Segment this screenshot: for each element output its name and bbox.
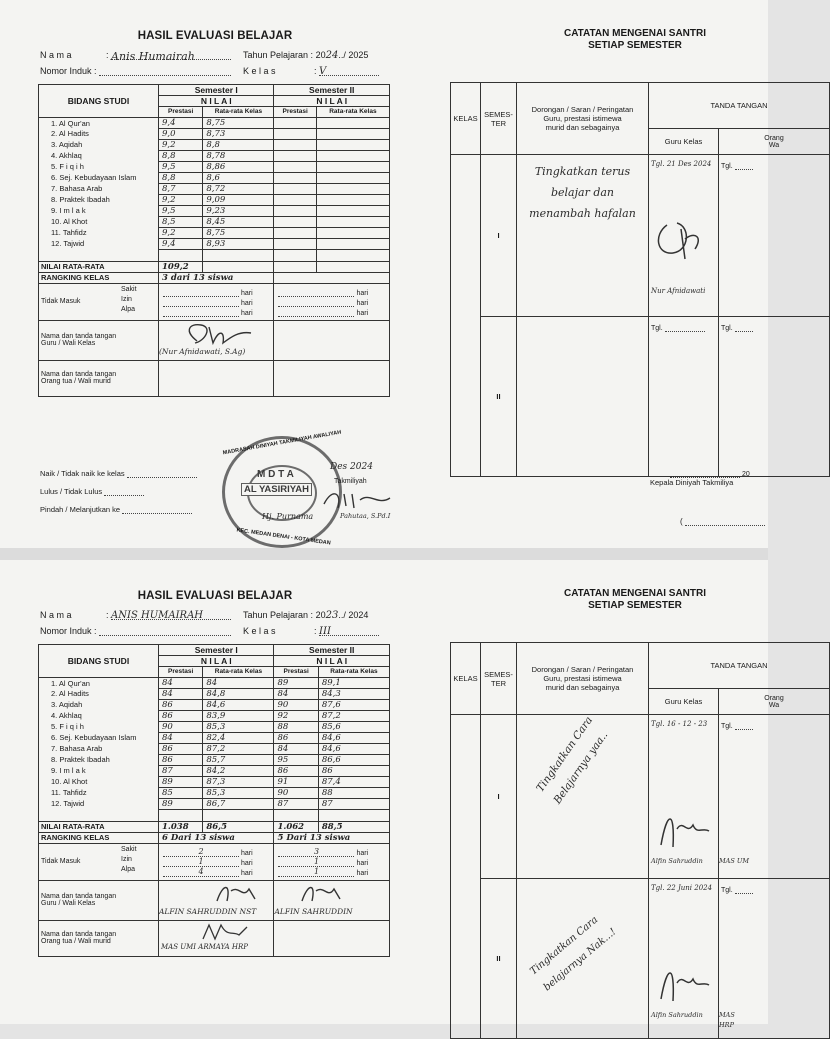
sem1-class-average: 84,6 (203, 699, 274, 710)
sem2-class-average (316, 172, 389, 183)
grade-row (39, 699, 390, 710)
sem2-class-average (316, 150, 389, 161)
sem2-class-average (316, 117, 389, 128)
report-sheet-2023-2024 (0, 560, 784, 1029)
subject-name: 1. Al Qur'an (39, 677, 159, 688)
transfer-line: Pindah / Melanjutkan ke (40, 504, 192, 514)
sem2-class-average: 87 (318, 798, 389, 809)
sem2-achievement: 95 (274, 754, 318, 765)
permit-days-sem2: 1 (278, 857, 354, 867)
semester-1-header: Semester I (159, 85, 274, 96)
absence-sem2: hari hari hari (274, 283, 390, 320)
grade-row (39, 183, 390, 194)
sem2-achievement (274, 128, 316, 139)
graduation-line: Lulus / Tidak Lulus (40, 486, 144, 496)
class-rank-sem1: 6 Dari 13 siswa (159, 832, 274, 843)
semester-1-teacher-name: Nur Afnidawati (651, 287, 706, 295)
semester-1-teacher-signature (651, 215, 711, 265)
absence-sem1: hari hari hari (159, 283, 274, 320)
grade-row (39, 710, 390, 721)
subject-name: 6. Sej. Kebudayaan Islam (39, 732, 159, 743)
notes-title: CATATAN MENGENAI SANTRI SETIAP SEMESTER (563, 28, 707, 51)
sem1-class-average: 8,45 (203, 216, 274, 227)
sem2-achievement (274, 161, 316, 172)
stamp-date: Des 2024 (330, 462, 373, 472)
subject-name: 12. Tajwid (39, 798, 159, 809)
sem2-achievement: 88 (274, 721, 318, 732)
subject-name: 3. Aqidah (39, 139, 159, 150)
sem1-class-average: 8,86 (203, 161, 274, 172)
grade-row (39, 798, 390, 809)
semester-1-parent-name: MAS UM (719, 857, 750, 865)
notes-table (450, 82, 830, 477)
average-score-sem1: 109,2 (159, 261, 203, 272)
name-row: N a m a : ANIS HUMAIRAH (40, 610, 231, 620)
sem2-class-average: 85,6 (318, 721, 389, 732)
student-number-label: Nomor Induk (40, 66, 92, 76)
principal-name-blank: ( (680, 516, 765, 526)
stamp-ring-top: MADRASAH DINIYAH TAKMILIYAH AWALIYAH (222, 429, 342, 457)
homeroom-signature-sem1 (159, 320, 274, 360)
sem1-class-average: 85,3 (203, 787, 274, 798)
sem2-achievement: 90 (274, 699, 318, 710)
notes-remarks-header: Dorongan / Saran / Peringatan Guru, prestasi istimewa murid dan sebagainya (517, 83, 649, 155)
sem1-class-average: 87,2 (203, 743, 274, 754)
sem2-class-average (316, 216, 389, 227)
grade-row (39, 117, 390, 128)
absence-label-cell: Tidak Masuk Sakit Izin Alpa (39, 283, 159, 320)
school-year-label: Tahun Pelajaran : (243, 50, 314, 60)
average-score-sem1: 1.038 (159, 821, 203, 832)
semester-2-teacher-signature (653, 959, 713, 1009)
sem2-achievement (274, 172, 316, 183)
notes-page (400, 560, 784, 1029)
sem2-class-average: 84,3 (318, 688, 389, 699)
sem2-class-average: 88 (318, 787, 389, 798)
homeroom-signature-sem1 (159, 880, 274, 920)
sem2-class-average: 87,2 (318, 710, 389, 721)
school-year-value: 24 (325, 50, 339, 61)
average-score-sem2: 1.062 (274, 821, 318, 832)
sem2-achievement: 84 (274, 743, 318, 754)
semester-2-remark (517, 879, 649, 1039)
stamp-mdta: M D T A (257, 469, 294, 480)
sem1-achievement: 9,2 (159, 227, 203, 238)
semester-2-teacher-name: Alfin Sahruddin (651, 1011, 703, 1019)
subject-name: 9. I m l a k (39, 765, 159, 776)
sem1-achievement: 9,5 (159, 205, 203, 216)
subject-name: 5. F i q i h (39, 721, 159, 732)
scan-separator (0, 548, 768, 560)
subject-name: 7. Bahasa Arab (39, 743, 159, 754)
sem2-class-average: 87,6 (318, 699, 389, 710)
subject-name: 10. Al Khot (39, 216, 159, 227)
subject-name: 3. Aqidah (39, 699, 159, 710)
homeroom-teacher-name: (Nur Afnidawati, S.Ag) (159, 346, 246, 356)
sem1-class-average: 85,7 (203, 754, 274, 765)
semester-2-teacher-date: Tgl. 22 Juni 2024 (651, 884, 713, 892)
subject-name: 12. Tajwid (39, 238, 159, 249)
sem1-class-average: 8,78 (203, 150, 274, 161)
homeroom-signature-1 (209, 881, 269, 905)
grade-row (39, 238, 390, 249)
sem1-class-average: 8,93 (203, 238, 274, 249)
grade-row (39, 677, 390, 688)
sem2-achievement (274, 117, 316, 128)
sem1-achievement: 84 (159, 732, 203, 743)
sem2-achievement (274, 183, 316, 194)
sem1-achievement: 8,7 (159, 183, 203, 194)
sem1-class-average: 8,8 (203, 139, 274, 150)
notes-page (400, 0, 784, 548)
student-name: ANIS HUMAIRAH (111, 610, 231, 620)
sem2-achievement (274, 227, 316, 238)
school-year-row: Tahun Pelajaran : 2023../ 2024 (243, 610, 369, 621)
principal-label: Kepala Diniyah Takmiliya (650, 478, 734, 487)
semester-2-parent-name: MAS (719, 1011, 735, 1019)
sem1-achievement: 87 (159, 765, 203, 776)
semester-2-teacher-sign (649, 879, 719, 1039)
absent-days-sem2: 1 (278, 867, 354, 877)
grade-row (39, 776, 390, 787)
sem1-class-average: 84,8 (203, 688, 274, 699)
semester-1-teacher-sign (649, 715, 719, 879)
subject-name: 9. I m l a k (39, 205, 159, 216)
sem2-class-average (316, 205, 389, 216)
semester-1-teacher-sign (649, 155, 719, 317)
homeroom-teacher-name-2: ALFIN SAHRUDDIN (274, 906, 353, 916)
grade-row (39, 732, 390, 743)
name-row: N a m a : Anis Humairah (40, 50, 231, 60)
notes-table: KELAS SEMES-TER Dorongan / Saran / Peringatan Guru, prestasi istimewa murid dan sebagainya TANDA TANGAN Guru Kelas Orang Wa I Tingkatkan Cara Belajarnya yaa.. Tgl. 16 - 12 - 23 Alfin Sahruddin Tgl. MAS UM II Tingkatkan Cara belajarnya Nak...! Tgl. 22 Juni 2024 Alfin Sahruddin Tgl. MAS HRP (450, 642, 830, 1039)
class-average-sem1: 86,5 (203, 821, 274, 832)
sem1-achievement: 84 (159, 688, 203, 699)
sem1-class-average: 84 (203, 677, 274, 688)
subject-name: 8. Praktek Ibadah (39, 194, 159, 205)
class-label: K e l a s (243, 66, 276, 76)
class-average-sem2: 88,5 (318, 821, 389, 832)
parent-label: Nama dan tanda tangan Orang tua / Wali murid (39, 360, 159, 396)
grade-row (39, 754, 390, 765)
class-rank-sem2: 5 Dari 13 siswa (274, 832, 390, 843)
semester-1-parent-sign: Tgl. (719, 155, 830, 317)
grade-row (39, 194, 390, 205)
semester-1-remark: Tingkatkan terus belajar dan menambah hafalan (517, 155, 649, 317)
sem1-achievement: 86 (159, 754, 203, 765)
evaluation-title: HASIL EVALUASI BELAJAR (137, 590, 293, 602)
school-year-row: Tahun Pelajaran : 2024../ 2025 (243, 50, 369, 61)
notes-semester-header: SEMES-TER (481, 83, 517, 155)
semester-1-teacher-name: Alfin Sahruddin (651, 857, 703, 865)
absence-label-cell: Tidak Masuk Sakit Izin Alpa (39, 843, 159, 880)
absence-sem2: 3 hari 1 hari 1 hari (274, 843, 390, 880)
grade-row (39, 161, 390, 172)
principal-date-line: 20 (670, 468, 750, 478)
sem2-achievement: 89 (274, 677, 318, 688)
sem2-class-average: 84,6 (318, 732, 389, 743)
grade-row (39, 139, 390, 150)
sem2-achievement (274, 139, 316, 150)
homeroom-label: Nama dan tanda tangan Guru / Wali Kelas (39, 320, 159, 360)
promotion-line: Naik / Tidak naik ke kelas (40, 468, 197, 478)
notes-parent-header: Orang Wa (719, 129, 830, 155)
semester-2-remark (517, 317, 649, 477)
semester-1-teacher-signature (653, 805, 713, 855)
semester-1-teacher-date: Tgl. 21 Des 2024 (651, 160, 712, 168)
absence-sem1: 2 hari 1 hari 4 hari (159, 843, 274, 880)
parent-name: MAS UMI ARMAYA HRP (161, 942, 249, 951)
sem2-achievement: 90 (274, 787, 318, 798)
student-number-value (99, 66, 231, 76)
permit-days-sem1: 1 (163, 857, 239, 867)
parent-signature-sem1 (159, 920, 274, 956)
sem2-achievement: 86 (274, 732, 318, 743)
sem1-achievement: 90 (159, 721, 203, 732)
semester-2-remark-text: Tingkatkan Cara belajarnya Nak...! (528, 914, 619, 994)
sem1-achievement: 8,5 (159, 216, 203, 227)
grade-row (39, 128, 390, 139)
sem1-achievement: 8,8 (159, 172, 203, 183)
sem1-achievement: 9,4 (159, 117, 203, 128)
sick-days-sem2: 3 (278, 847, 354, 857)
subject-name: 2. Al Hadits (39, 128, 159, 139)
sem1-achievement: 86 (159, 710, 203, 721)
notes-signature-header: TANDA TANGAN (649, 83, 830, 129)
sem2-class-average (316, 128, 389, 139)
evaluation-page (0, 0, 400, 548)
homeroom-signature-2 (294, 881, 354, 905)
homeroom-signature-sem2 (274, 880, 390, 920)
homeroom-label: Nama dan tanda tangan Guru / Wali Kelas (39, 880, 159, 920)
sem2-achievement (274, 216, 316, 227)
semester-1-teacher-date: Tgl. 16 - 12 - 23 (651, 720, 708, 728)
sem2-achievement: 87 (274, 798, 318, 809)
sem2-achievement: 92 (274, 710, 318, 721)
semester-2-header: Semester II (274, 85, 390, 96)
semester-1-parent-sign: Tgl. MAS UM (719, 715, 830, 879)
takmiliyah-label: Takmiliyah (334, 478, 367, 485)
sem1-achievement: 85 (159, 787, 203, 798)
sem1-achievement: 86 (159, 699, 203, 710)
achievement-header-1: Prestasi (159, 107, 203, 118)
class-rank-sem1: 3 dari 13 siswa (159, 272, 274, 283)
grade-row (39, 688, 390, 699)
semester-2-parent-name-2: HRP (719, 1021, 734, 1029)
homeroom-signature (179, 321, 259, 347)
sick-days-sem1: 2 (163, 847, 239, 857)
sem2-achievement (274, 205, 316, 216)
grade-row (39, 216, 390, 227)
sem2-class-average (316, 194, 389, 205)
score-header-1: N I L A I (159, 96, 274, 107)
grade-row (39, 150, 390, 161)
parent-signature-sem1 (159, 360, 274, 396)
sem1-class-average: 8,75 (203, 117, 274, 128)
semester-2-row-label: II (481, 317, 517, 477)
grade-row (39, 743, 390, 754)
class-rank-label: RANGKING KELAS (39, 272, 159, 283)
subject-name: 6. Sej. Kebudayaan Islam (39, 172, 159, 183)
average-score-label: NILAI RATA-RATA (39, 821, 159, 832)
sem1-class-average: 8,72 (203, 183, 274, 194)
notes-teacher-header: Guru Kelas (649, 129, 719, 155)
achievement-header-2: Prestasi (274, 107, 316, 118)
score-header-2: N I L A I (274, 96, 390, 107)
stamp-ring-bottom: KEC. MEDAN DENAI - KOTA MEDAN (236, 527, 331, 547)
subject-name: 8. Praktek Ibadah (39, 754, 159, 765)
sem1-class-average: 87,3 (203, 776, 274, 787)
sem2-class-average (316, 238, 389, 249)
grade-row (39, 227, 390, 238)
sem1-class-average: 83,9 (203, 710, 274, 721)
student-name: Anis Humairah (111, 50, 231, 60)
class-row: K e l a s : V (243, 66, 379, 76)
grade-row (39, 172, 390, 183)
sem1-achievement: 84 (159, 677, 203, 688)
sem1-class-average: 86,7 (203, 798, 274, 809)
subject-name: 4. Akhlaq (39, 710, 159, 721)
student-number-row: Nomor Induk : (40, 626, 231, 636)
sem1-achievement: 9,5 (159, 161, 203, 172)
sem1-class-average: 82,4 (203, 732, 274, 743)
sem2-achievement: 86 (274, 765, 318, 776)
subject-name: 10. Al Khot (39, 776, 159, 787)
notes-class-header: KELAS (451, 83, 481, 155)
sem1-class-average: 84,2 (203, 765, 274, 776)
sem1-achievement: 86 (159, 743, 203, 754)
student-number-row: Nomor Induk : (40, 66, 231, 76)
class-row: K e l a s : III (243, 626, 379, 636)
principal-title: Pahutaa, S.Pd.I (340, 512, 391, 520)
sem1-achievement: 8,8 (159, 150, 203, 161)
principal-name: Hj. Purnama (262, 512, 314, 521)
sem2-class-average: 89,1 (318, 677, 389, 688)
class-rank-label: RANGKING KELAS (39, 832, 159, 843)
subject-name: 5. F i q i h (39, 161, 159, 172)
sem1-class-average: 85,3 (203, 721, 274, 732)
grades-table (38, 84, 390, 397)
average-score-label: NILAI RATA-RATA (39, 261, 159, 272)
subject-name: 7. Bahasa Arab (39, 183, 159, 194)
semester-1-row-label: I (481, 155, 517, 317)
sem1-class-average: 8,73 (203, 128, 274, 139)
sem1-class-average: 9,09 (203, 194, 274, 205)
sem1-class-average: 9,23 (203, 205, 274, 216)
parent-signature (199, 921, 259, 943)
report-sheet-2024-2025 (0, 0, 784, 548)
grades-table: BIDANG STUDI Semester I Semester II N I L A I N I L A I Prestasi Rata-rata Kelas Prestasi Rata-rata Kelas 1. Al Qur'an 84 84 89 89,1 2. Al Hadits 84 84,8 84 84,3 3. Aqidah 86 84,6 90 87,6 4. Akhlaq 86 83,9 92 87,2 5. F i q i h 90 85,3 88 85,6 6. Sej. Kebudayaan Islam 84 82,4 86 84,6 7. Bahasa Arab 86 87,2 84 84,6 8. Praktek Ibadah 86 85,7 95 86,6 9. I m l a k 87 84,2 86 86 10. Al Khot 89 87,3 91 87,4 11. Tahfidz 85 85,3 90 88 12. Tajwid 89 86,7 87 87 NILAI RATA-RATA 1.038 86,5 1.062 88,5 RANGKING KELAS 6 Dari 13 siswa 5 Dari 13 siswa Tidak Masuk Sakit Izin Alpa 2 hari 1 hari 4 hari 3 hari 1 hari 1 hari Nama dan tanda tangan Guru / Wali Kelas ALFIN SAHRUDDIN NST ALFIN SAHRUDDIN Nama dan tanda tangan Orang tua / Wali murid MAS UMI ARMAYA HRP (38, 644, 390, 957)
sem2-class-average: 84,6 (318, 743, 389, 754)
sem2-class-average (316, 183, 389, 194)
subject-name: 1. Al Qur'an (39, 117, 159, 128)
sem2-class-average (316, 161, 389, 172)
sem1-achievement: 9,2 (159, 139, 203, 150)
sem2-class-average (316, 139, 389, 150)
evaluation-page (0, 560, 400, 1024)
sem2-achievement (274, 150, 316, 161)
subject-name: 11. Tahfidz (39, 787, 159, 798)
semester-2-teacher-sign: Tgl. (649, 317, 719, 477)
evaluation-title: HASIL EVALUASI BELAJAR (137, 30, 293, 42)
sem1-achievement: 9,2 (159, 194, 203, 205)
grade-row (39, 721, 390, 732)
semester-2-parent-sign: Tgl. (719, 317, 830, 477)
sem2-class-average: 87,4 (318, 776, 389, 787)
subject-name: 4. Akhlaq (39, 150, 159, 161)
parent-signature-sem2 (274, 360, 390, 396)
subject-name: 2. Al Hadits (39, 688, 159, 699)
class-value: V (319, 66, 379, 76)
absent-days-sem1: 4 (163, 867, 239, 877)
semester-2-parent-sign: Tgl. MAS HRP (719, 879, 830, 1039)
sem2-class-average: 86 (318, 765, 389, 776)
sem2-achievement (274, 194, 316, 205)
grade-row (39, 787, 390, 798)
sem1-achievement: 89 (159, 798, 203, 809)
stamp-school-name: AL YASIRIYAH (241, 483, 312, 496)
sem1-achievement: 9,0 (159, 128, 203, 139)
class-average-header-1: Rata-rata Kelas (203, 107, 274, 118)
homeroom-teacher-name-1: ALFIN SAHRUDDIN NST (159, 906, 257, 916)
parent-signature-sem2 (274, 920, 390, 956)
name-label: N a m a (40, 50, 72, 60)
notes-title: CATATAN MENGENAI SANTRI SETIAP SEMESTER (563, 588, 707, 611)
grade-row (39, 765, 390, 776)
class-value: III (319, 626, 379, 636)
sem2-achievement (274, 238, 316, 249)
semester-1-remark (517, 715, 649, 879)
sem2-class-average (316, 227, 389, 238)
sem2-achievement: 84 (274, 688, 318, 699)
parent-label: Nama dan tanda tangan Orang tua / Wali murid (39, 920, 159, 956)
sem1-class-average: 8,75 (203, 227, 274, 238)
sem2-class-average: 86,6 (318, 754, 389, 765)
grade-row (39, 205, 390, 216)
sem1-class-average: 8,6 (203, 172, 274, 183)
class-average-header-2: Rata-rata Kelas (316, 107, 389, 118)
sem1-achievement: 9,4 (159, 238, 203, 249)
school-year-value: 23 (325, 610, 339, 621)
subject-column-header: BIDANG STUDI (39, 85, 159, 118)
sem1-achievement: 89 (159, 776, 203, 787)
subject-name: 11. Tahfidz (39, 227, 159, 238)
semester-1-remark-text: Tingkatkan Cara Belajarnya yaa.. (534, 714, 611, 807)
sem2-achievement: 91 (274, 776, 318, 787)
